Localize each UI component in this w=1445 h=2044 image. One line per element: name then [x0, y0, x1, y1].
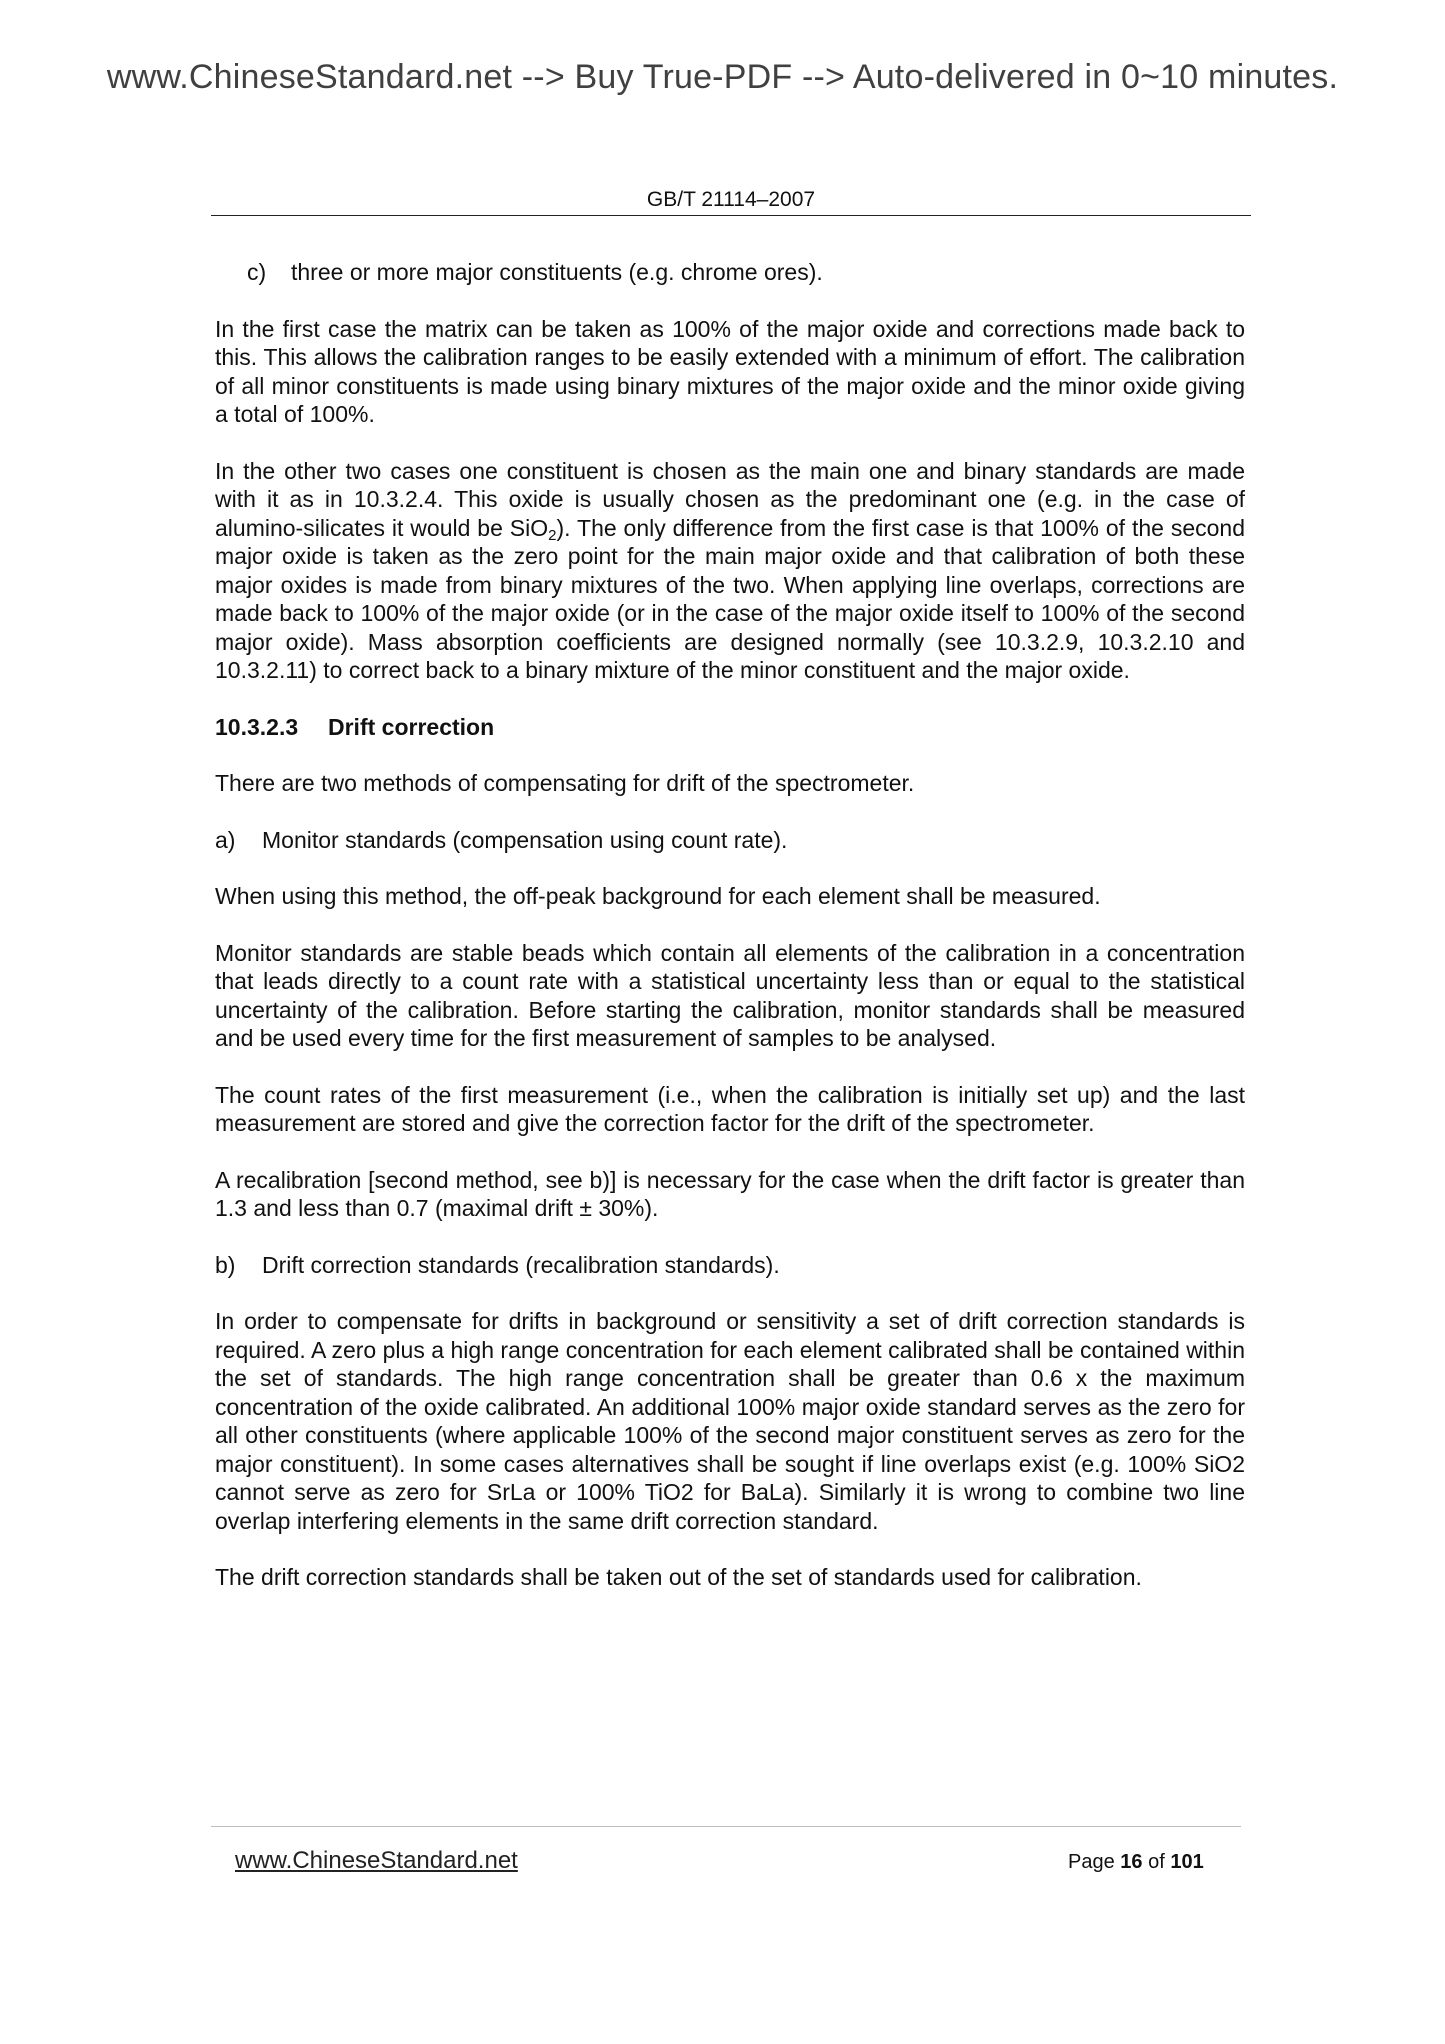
list-item-text: Monitor standards (compensation using count rate).: [262, 826, 788, 853]
paragraph: [215, 457, 1245, 685]
document-id-header: GB/T 21114–2007: [646, 188, 816, 211]
paragraph-text: ). The only difference from the first case is that 100% of the second major oxide is taken as the zero point for the main major oxide and that calibration of both these major oxides is made from binary mixtures of the two. When applying line overlaps, corrections are made back to 100% of the major oxide (or in the case of the major oxide itself to 100% of the second major oxide). Mass absorption coefficients are designed normally (see 10.3.2.9, 10.3.2.10 and 10.3.2.11) to correct back to a binary mixture of the minor constituent and the major oxide.: [215, 514, 1245, 683]
paragraph-text: In the other two cases one constituent is chosen as the main one and binary standards are made with it as in 10.3.2.4. This oxide is usually chosen as the predominant one (e.g. in the case of alumino-silicates it would be SiO: [215, 457, 1245, 541]
list-marker: b): [215, 1251, 236, 1278]
list-item-text: three or more major constituents (e.g. chrome ores).: [291, 259, 823, 285]
section-heading: [215, 713, 1245, 742]
paragraph: There are two methods of compensating for drift of the spectrometer.: [215, 770, 915, 796]
paragraph: The drift correction standards shall be taken out of the set of standards used for calibration.: [215, 1564, 1142, 1590]
paragraph: Monitor standards are stable beads which contain all elements of the calibration in a concentration that leads directly to a count rate with a statistical uncertainty less than or equal to the statistical uncertainty of the calibration. Before starting the calibration, monitor standards shall be measured and be used every time for the first measurement of samples to be analysed.: [215, 939, 1245, 1051]
list-marker: c): [247, 259, 267, 285]
section-title: Drift correction: [328, 713, 495, 740]
footer-divider: [211, 1826, 1241, 1827]
page-body: [215, 258, 1245, 1592]
page-number: [1068, 1851, 1204, 1874]
subscript: 2: [548, 526, 557, 544]
page-total: 101: [1170, 1851, 1204, 1873]
header-divider: [211, 215, 1251, 216]
list-item-b: [215, 1251, 1245, 1280]
paragraph: A recalibration [second method, see b)] is necessary for the case when the drift factor is greater than 1.3 and less than 0.7 (maximal drift ± 30%).: [215, 1166, 1245, 1221]
footer-website-link[interactable]: www.ChineseStandard.net: [235, 1847, 518, 1874]
page-label: Page: [1068, 1851, 1115, 1873]
page-current: 16: [1120, 1851, 1143, 1873]
paragraph: When using this method, the off-peak background for each element shall be measured.: [215, 883, 1101, 909]
paragraph: The count rates of the first measurement (i.e., when the calibration is initially set up) and the last measurement are stored and give the correction factor for the drift of the spectrometer.: [215, 1081, 1245, 1136]
purchase-banner: www.ChineseStandard.net --> Buy True-PDF --> Auto-delivered in 0~10 minutes.: [106, 58, 1339, 96]
list-marker: a): [215, 826, 236, 853]
paragraph: In order to compensate for drifts in background or sensitivity a set of drift correction standards is required. A zero plus a high range concentration for each element calibrated shall be contained within the set of standards. The high range concentration shall be greater than 0.6 x the maximum concentration of the oxide calibrated. An additional 100% major oxide standard serves as the zero for all other constituents (where applicable 100% of the second major constituent serves as zero for the major constituent). In some cases alternatives shall be sought if line overlaps exist (e.g. 100% SiO2 cannot serve as zero for SrLa or 100% TiO2 for BaLa). Similarly it is wrong to combine two line overlap interfering elements in the same drift correction standard.: [215, 1308, 1245, 1534]
section-number: 10.3.2.3: [215, 713, 299, 740]
paragraph: In the first case the matrix can be taken as 100% of the major oxide and corrections made back to this. This allows the calibration ranges to be easily extended with a minimum of effort. The calibration of all minor constituents is made using binary mixtures of the major oxide and the minor oxide giving a total of 100%.: [215, 315, 1245, 427]
list-item-c: [247, 258, 1245, 287]
list-item-a: [215, 826, 1245, 855]
list-item-text: Drift correction standards (recalibration standards).: [262, 1251, 780, 1278]
page-of-label: of: [1148, 1851, 1165, 1873]
